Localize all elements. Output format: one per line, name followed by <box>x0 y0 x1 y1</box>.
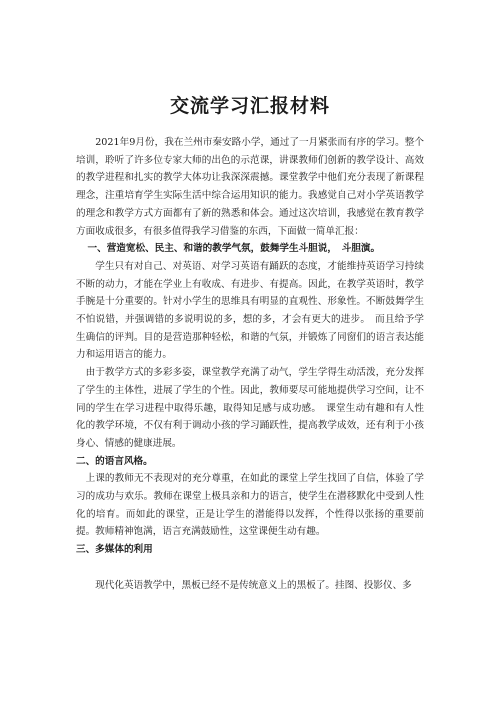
spacer <box>76 559 424 577</box>
document-title: 交流学习汇报材料 <box>169 95 330 117</box>
paragraph-intro: 2021年9月份，我在兰州市秦安路小学，通过了一月紧张而有序的学习。整个培训，聆听了许多位专家大师的出色的示范课，讲课教师们创新的教学设计、高效的教学进程和扎实的教学大体功让我深深震撼。课堂教学中他们充分表现了新课程理念，注重培育学生实际生活中综合运用知识的能力。我感觉自己对小学英语教学的理念和教学方式方面都有了新的熟悉和体会。通过这次培训，我感觉在教育教学方面收成很多，有很多值得我学习借鉴的东西，下面做一简单汇报： <box>76 137 424 237</box>
paragraph-section-1a: 学生只有对自己、对英语、对学习英语有踊跃的态度，才能维持英语学习持续不断的动力，才能在学业上有收成、有进步、有提高。因此，在教学英语时，教学手腕是十分重要的。针对小学生的思维具有明显的直观性、形象性。不断鼓舞学生不怕说错，并强调错的多说明说的多，想的多，才会有更大的进步。 而且给予学生确信的评判。目的是营造那种轻松，和谐的气氛，并锻炼了同窗们的语言表达能力和运用语言的能力。 <box>76 260 424 361</box>
paragraph-section-1b: 由于教学方式的多彩多姿，课堂教学充满了动气，学生学得生动活泼，充分发挥了学生的主体性，进展了学生的个性。因此，教师要尽可能地提供学习空间，让不同的学生在学习进程中取得乐趣，取得知足感与成功感。 课堂生动有趣和有人性化的教学环境，不仅有利于调动小孩的学习踊跃性，提高教学成效，还有利于小孩身心、情感的健康进展。 <box>76 367 424 449</box>
section-heading-1: 一、营造宽松、民主、和谐的教学气氛，鼓舞学生斗胆说， 斗胆演。 <box>87 243 381 255</box>
paragraph-section-3: 现代化英语教学中，黑板已经不是传统意义上的黑板了。挂图、投影仪、多 <box>95 579 412 591</box>
section-heading-2: 二、的语言风格。 <box>76 455 153 467</box>
paragraph-section-2: 上课的教师无不表现对的充分尊重，在如此的课堂上学生找回了自信，体验了学习的成功与欢乐。教师在课堂上极具亲和力的语言，使学生在潜移默化中受到人性化的培育。而如此的课堂，正是让学生的潜能得以发挥，个性得以张扬的重要前提。教师精神饱满，语言充满鼓励性，这堂课便生动有趣。 <box>76 473 424 538</box>
section-heading-3: 三、多媒体的利用 <box>76 544 153 556</box>
document-body <box>76 134 424 594</box>
